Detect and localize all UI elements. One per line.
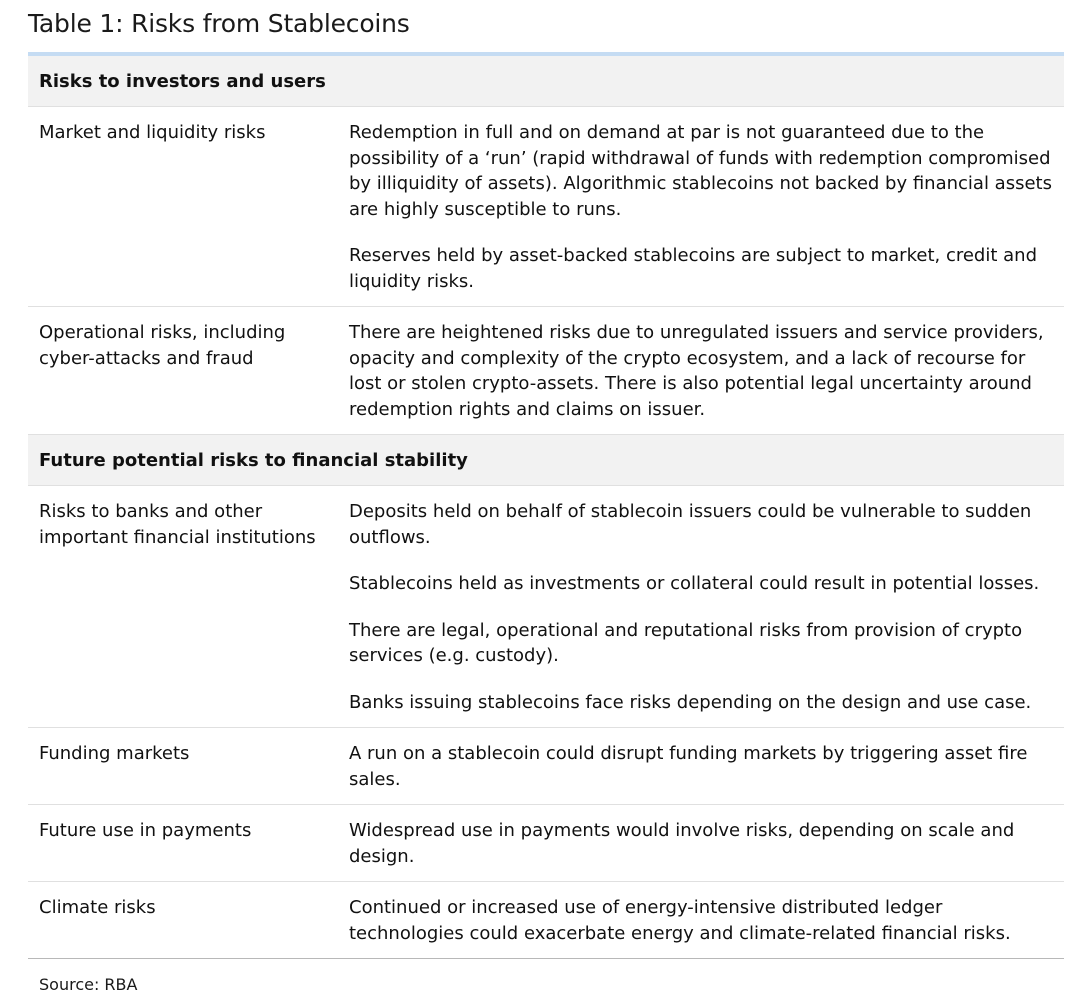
description-paragraph: Reserves held by asset-backed stablecoins are subject to market, credit and liquidity risks.	[349, 245, 1037, 292]
description-paragraph: Continued or increased use of energy-intensive distributed ledger technologies could exacerbate energy and climate-related financial risks.	[349, 897, 1011, 944]
risk-label: Funding markets	[28, 728, 338, 805]
description-paragraph: A run on a stablecoin could disrupt funding markets by triggering asset fire sales.	[349, 743, 1028, 790]
risks-table	[28, 56, 1064, 959]
risk-description	[338, 805, 1064, 882]
description-paragraph: Stablecoins held as investments or collateral could result in potential losses.	[349, 573, 1040, 594]
section-heading: Risks to investors and users	[28, 56, 1064, 107]
description-paragraph: Redemption in full and on demand at par is not guaranteed due to the possibility of a ‘run’ (rapid withdrawal of funds with redemption compromised by illiquidity of assets). Algorithmic stablecoins not backed by financial assets are highly susceptible to runs.	[349, 122, 1052, 220]
table-row	[28, 805, 1064, 882]
source-note: Source: RBA	[39, 975, 138, 994]
risk-description	[338, 486, 1064, 728]
section-header-investors	[28, 56, 1064, 107]
table-title: Table 1: Risks from Stablecoins	[28, 9, 410, 38]
description-paragraph: Banks issuing stablecoins face risks depending on the design and use case.	[349, 691, 1032, 713]
description-paragraph: There are legal, operational and reputational risks from provision of crypto services (e.g. custody).	[349, 619, 1023, 666]
section-header-financial-stability	[28, 435, 1064, 486]
risk-label: Operational risks, including cyber-attacks and fraud	[28, 307, 338, 435]
description-paragraph: There are heightened risks due to unregulated issuers and service providers, opacity and complexity of the crypto ecosystem, and a lack of recourse for lost or stolen crypto-assets. There is also potential legal uncertainty around redemption rights and claims on issuer.	[349, 322, 1044, 420]
risk-label: Future use in payments	[28, 805, 338, 882]
table-row	[28, 486, 1064, 728]
section-heading: Future potential risks to financial stability	[28, 435, 1064, 486]
document-page	[28, 0, 1064, 996]
table-row	[28, 107, 1064, 307]
table-row	[28, 728, 1064, 805]
risk-label: Climate risks	[28, 882, 338, 959]
description-paragraph: Deposits held on behalf of stablecoin issuers could be vulnerable to sudden outflows.	[349, 501, 1032, 548]
risk-description	[338, 882, 1064, 959]
table-row	[28, 307, 1064, 435]
risk-description	[338, 107, 1064, 307]
risk-label: Market and liquidity risks	[28, 107, 338, 307]
risk-description	[338, 307, 1064, 435]
risk-description	[338, 728, 1064, 805]
description-paragraph: Widespread use in payments would involve risks, depending on scale and design.	[349, 820, 1015, 867]
table-row	[28, 882, 1064, 959]
risk-label: Risks to banks and other important financial institutions	[28, 486, 338, 728]
